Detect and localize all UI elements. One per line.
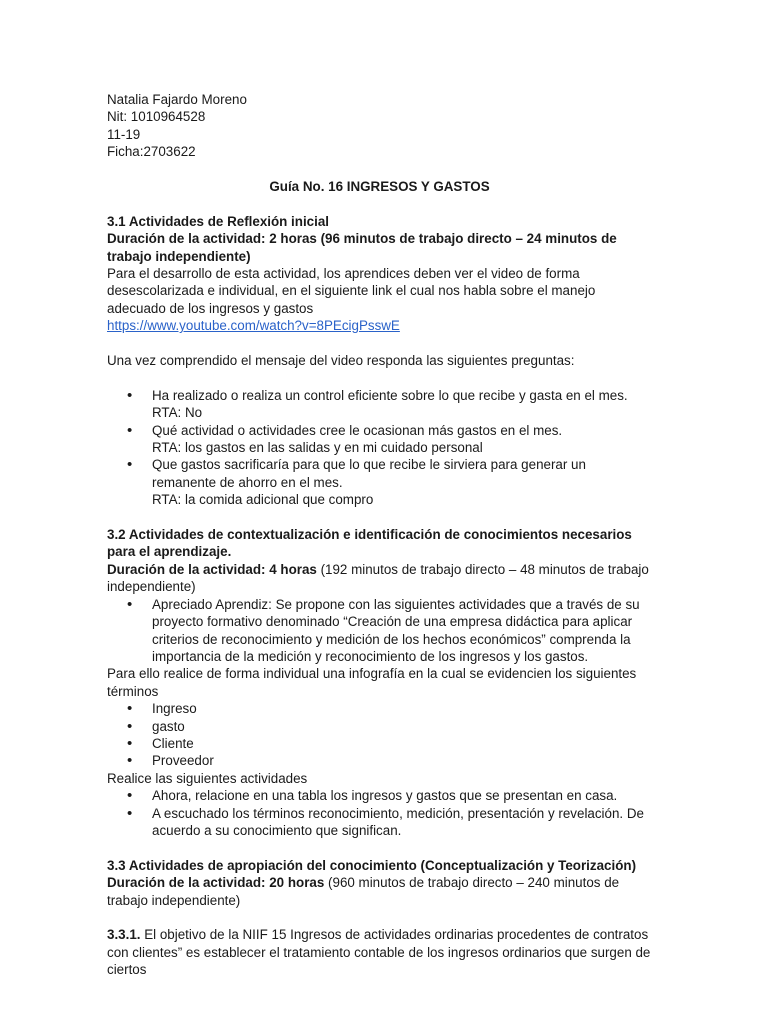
list-item: • gasto [107,718,652,735]
section-2-heading: 3.2 Actividades de contextualización e identificación de conocimientos necesarios para el aprendizaje. [107,527,632,560]
author-ficha: Ficha:2703622 [107,144,196,160]
author-name: Natalia Fajardo Moreno [107,92,247,107]
author-group: 11-19 [107,126,141,142]
section-3-duration [107,874,652,909]
list-item [107,422,652,439]
question-list-cont [107,422,652,439]
duration-detail: (192 minutos de trabajo directo – 48 minutos de trabajo independiente) [107,561,649,595]
list-item: • A escuchado los términos reconocimiento, medición, presentación y revelación. De acuerdo a su conocimiento que significan. [107,805,652,840]
intro-bullet-list [107,596,652,666]
question-text: Qué actividad o actividades cree le ocasionan más gastos en el mes. [152,422,563,438]
list-item: • Proveedor [107,752,652,769]
section-2-duration [107,561,652,596]
list-item: • Apreciado Aprendiz: Se propone con las siguientes actividades que a través de su proyecto formativo denominado “Creación de una empresa didáctica para aplicar criterios de reconocimiento y medición de los hechos económicos” comprenda la importancia de la medición y reconocimiento de los ingresos y los gastos. [107,596,652,666]
duration-label: Duración de la actividad: 4 horas [107,561,317,577]
list-item [107,387,652,404]
section-1-prompt: Una vez comprendido el mensaje del video responda las siguientes preguntas: [107,353,575,369]
duration-detail: (960 minutos de trabajo directo – 240 minutos de trabajo independiente) [107,875,620,908]
subsection-number: 3.3.1. [107,927,141,943]
terms-list [107,700,652,770]
answer-text: RTA: No [152,405,203,421]
list-item: • Cliente [107,735,652,752]
answer-text: RTA: los gastos en las salidas y en mi cuidado personal [152,440,483,456]
duration-label: Duración de la actividad: 20 horas [107,875,325,891]
list-item [107,456,652,491]
list-item: • Ahora, relacione en una tabla los ingresos y gastos que se presentan en casa. [107,787,652,804]
section-1-duration: Duración de la actividad: 2 horas (96 minutos de trabajo directo – 24 minutos de trabajo independiente) [107,231,617,264]
document-body [107,91,652,979]
document-title: Guía No. 16 INGRESOS Y GASTOS [269,179,490,195]
subsection-3-3-1 [107,926,652,978]
list-item: • Ingreso [107,700,652,717]
section-3-heading: 3.3 Actividades de apropiación del conocimiento (Conceptualización y Teorización) [107,857,637,873]
infographic-instruction: Para ello realice de forma individual una infografía en la cual se evidencien los siguientes términos [107,666,637,699]
section-1-heading: 3.1 Actividades de Reflexión inicial [107,213,330,229]
video-link[interactable]: https://www.youtube.com/watch?v=8PEcigPsswE [107,318,400,334]
author-nit: Nit: 1010964528 [107,109,206,125]
answer-text: RTA: la comida adicional que compro [152,492,374,508]
question-text: Que gastos sacrificaría para que lo que recibe le sirviera para generar un remanente de ahorro en el mes. [152,457,586,490]
question-list [107,387,652,404]
activities-intro: Realice las siguientes actividades [107,770,308,786]
activities-list [107,787,652,839]
section-1-intro: Para el desarrollo de esta actividad, los aprendices deben ver el video de forma desescolarizada e individual, en el siguiente link el cual nos habla sobre el manejo adecuado de los ingresos y gastos [107,266,596,316]
question-list-cont [107,456,652,491]
subsection-text: El objetivo de la NIIF 15 Ingresos de actividades ordinarias procedentes de contratos con clientes” es establecer el tratamiento contable de los ingresos ordinarios que surgen de ciertos [107,927,651,978]
question-text: Ha realizado o realiza un control eficiente sobre lo que recibe y gasta en el mes. [152,387,628,403]
